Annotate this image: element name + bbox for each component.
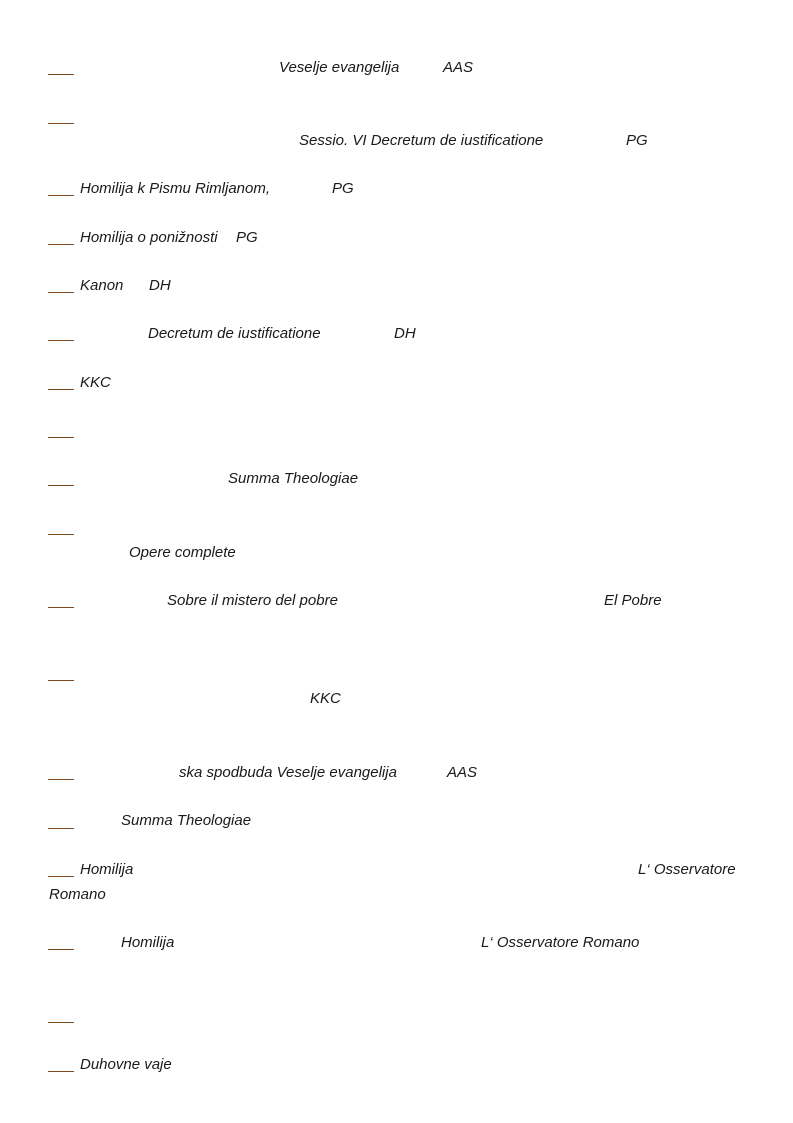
footnote-12-title: KKC — [310, 690, 341, 707]
footnote-rule — [48, 1022, 74, 1023]
footnote-13-source: AAS — [447, 764, 478, 781]
footnote-rule — [48, 876, 74, 877]
footnote-rule — [48, 340, 74, 341]
footnote-5-source: DH — [149, 277, 171, 294]
footnote-2-source: PG — [626, 132, 648, 149]
footnote-10-title: Opere complete — [129, 544, 236, 561]
footnote-rule — [48, 74, 74, 75]
footnote-1-title: Veselje evangelija — [279, 59, 400, 76]
footnote-6-source: DH — [394, 325, 416, 342]
footnote-5-title: Kanon — [80, 277, 124, 294]
footnote-rule — [48, 779, 74, 780]
footnote-rule — [48, 485, 74, 486]
footnote-rule — [48, 292, 74, 293]
footnote-14-title: Summa Theologiae — [121, 812, 252, 829]
footnote-rule — [48, 534, 74, 535]
footnote-rule — [48, 1071, 74, 1072]
footnote-rule — [48, 244, 74, 245]
footnote-15-source: L‘ Osservatore — [638, 861, 736, 878]
footnote-15-title: Homilija — [80, 861, 134, 878]
footnote-rule — [48, 437, 74, 438]
footnote-rule — [48, 607, 74, 608]
footnote-rule — [48, 828, 74, 829]
footnote-rule — [48, 195, 74, 196]
footnote-13-title: ska spodbuda Veselje evangelija — [179, 764, 397, 781]
footnote-rule — [48, 949, 74, 950]
footnote-16-title: Homilija — [121, 934, 175, 951]
footnote-4-source: PG — [236, 229, 258, 246]
footnote-3-title: Homilija k Pismu Rimljanom, — [80, 180, 271, 197]
footnote-6-title: Decretum de iustificatione — [148, 325, 321, 342]
footnote-11-source: El Pobre — [604, 592, 662, 609]
footnote-9-title: Summa Theologiae — [228, 470, 359, 487]
footnote-16-source: L‘ Osservatore Romano — [481, 934, 640, 951]
footnote-1-source: AAS — [443, 59, 474, 76]
footnote-11-title: Sobre il mistero del pobre — [167, 592, 338, 609]
footnote-18-title: Duhovne vaje — [80, 1056, 172, 1073]
footnote-2-title: Sessio. VI Decretum de iustificatione — [299, 132, 544, 149]
footnote-rule — [48, 389, 74, 390]
footnote-3-source: PG — [332, 180, 354, 197]
footnote-rule — [48, 680, 74, 681]
footnote-15-source-cont: Romano — [49, 886, 106, 903]
footnote-rule — [48, 123, 74, 124]
footnote-4-title: Homilija o ponižnosti — [80, 229, 218, 246]
footnote-7-title: KKC — [80, 374, 111, 391]
